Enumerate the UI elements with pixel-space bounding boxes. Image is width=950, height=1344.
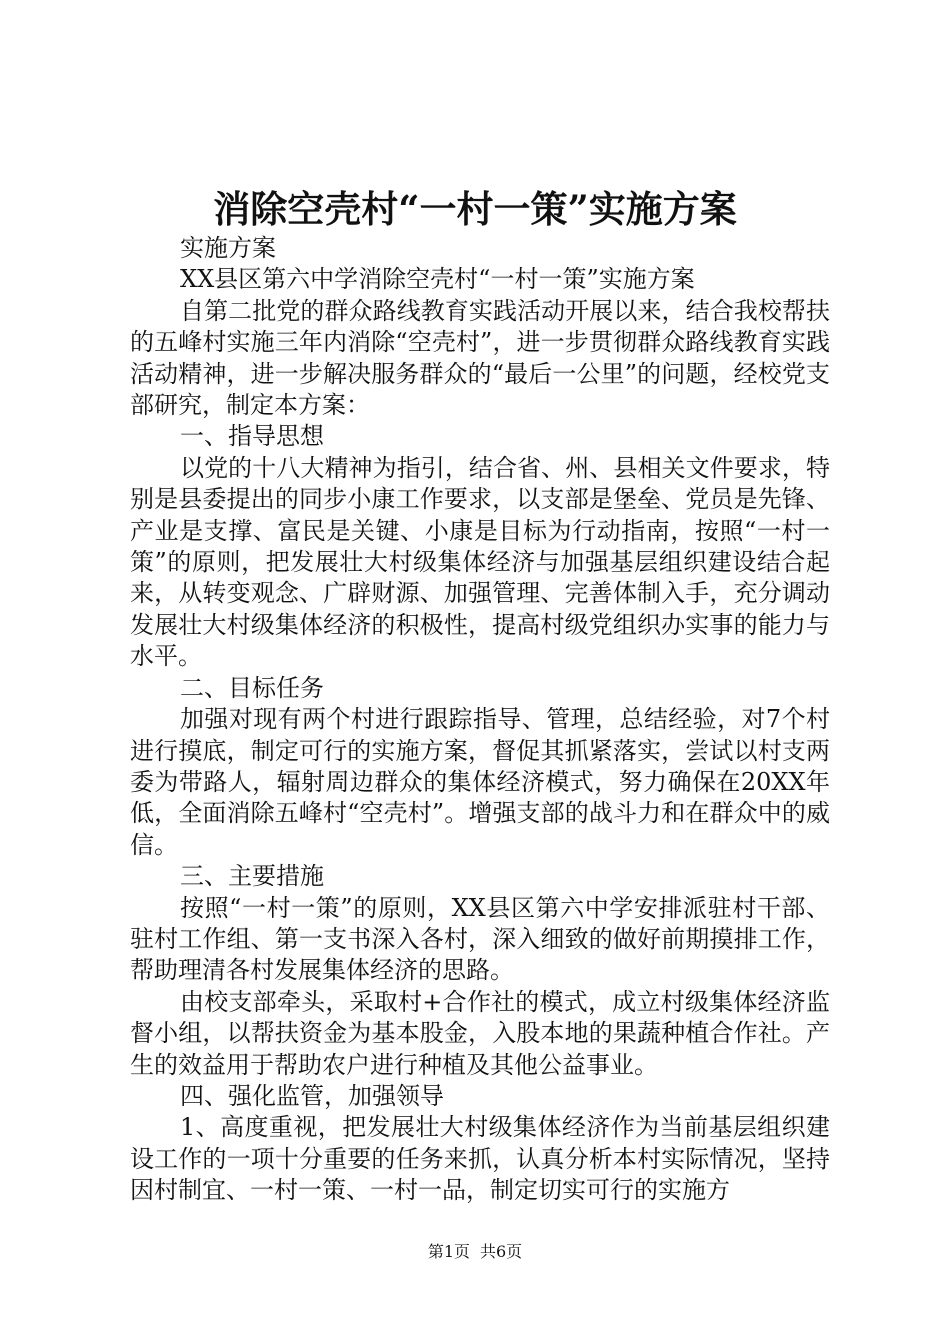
section-heading: 四、强化监管，加强领导: [180, 1081, 444, 1110]
page-footer: [0, 1241, 950, 1263]
body-paragraph: 按照“一村一策”的原则，XX县区第六中学安排派驻村干部、驻村工作组、第一支书深入各村，深入细致的做好前期摸排工作，帮助理清各村发展集体经济的思路。: [130, 893, 830, 985]
body-paragraph: 加强对现有两个村进行跟踪指导、管理，总结经验，对7个村进行摸底，制定可行的实施方案，督促其抓紧落实，尝试以村支两委为带路人，辐射周边群众的集体经济模式，努力确保在20XX年低，全面消除五峰村“空壳村”。增强支部的战斗力和在群众中的威信。: [130, 705, 830, 859]
section-heading: 二、目标任务: [180, 673, 324, 702]
body-paragraph: 由校支部牵头，采取村+合作社的模式，成立村级集体经济监督小组，以帮扶资金为基本股金，入股本地的果蔬种植合作社。产生的效益用于帮助农户进行种植及其他公益事业。: [130, 987, 830, 1079]
page-total: 共6页: [480, 1242, 523, 1261]
body-paragraph: XX县区第六中学消除空壳村“一村一策”实施方案: [180, 265, 695, 294]
body-paragraph: 1、高度重视，把发展壮大村级集体经济作为当前基层组织建设工作的一项十分重要的任务来抓，认真分析本村实际情况，坚持因村制宜、一村一策、一村一品，制定切实可行的实施方: [130, 1113, 830, 1205]
body-paragraph: 实施方案: [180, 234, 276, 262]
document-body: [130, 233, 830, 1207]
body-paragraph: 以党的十八大精神为指引，结合省、州、县相关文件要求，特别是县委提出的同步小康工作要求，以支部是堡垒、党员是先锋、产业是支撑、富民是关键、小康是目标为行动指南，按照“一村一策”的原则，把发展壮大村级集体经济与加强基层组织建设结合起来，从转变观念、广辟财源、加强管理、完善体制入手，充分调动发展壮大村级集体经济的积极性，提高村级党组织办实事的能力与水平。: [130, 453, 830, 671]
page-number: 第1页: [427, 1242, 470, 1261]
section-heading: 三、主要措施: [180, 862, 324, 891]
document-title: 消除空壳村“一村一策”实施方案: [213, 187, 737, 231]
section-heading: 一、指导思想: [180, 422, 324, 451]
body-paragraph: 自第二批党的群众路线教育实践活动开展以来，结合我校帮扶的五峰村实施三年内消除“空壳村”，进一步贯彻群众路线教育实践活动精神，进一步解决服务群众的“最后一公里”的问题，经校党支部研究，制定本方案：: [130, 296, 830, 420]
